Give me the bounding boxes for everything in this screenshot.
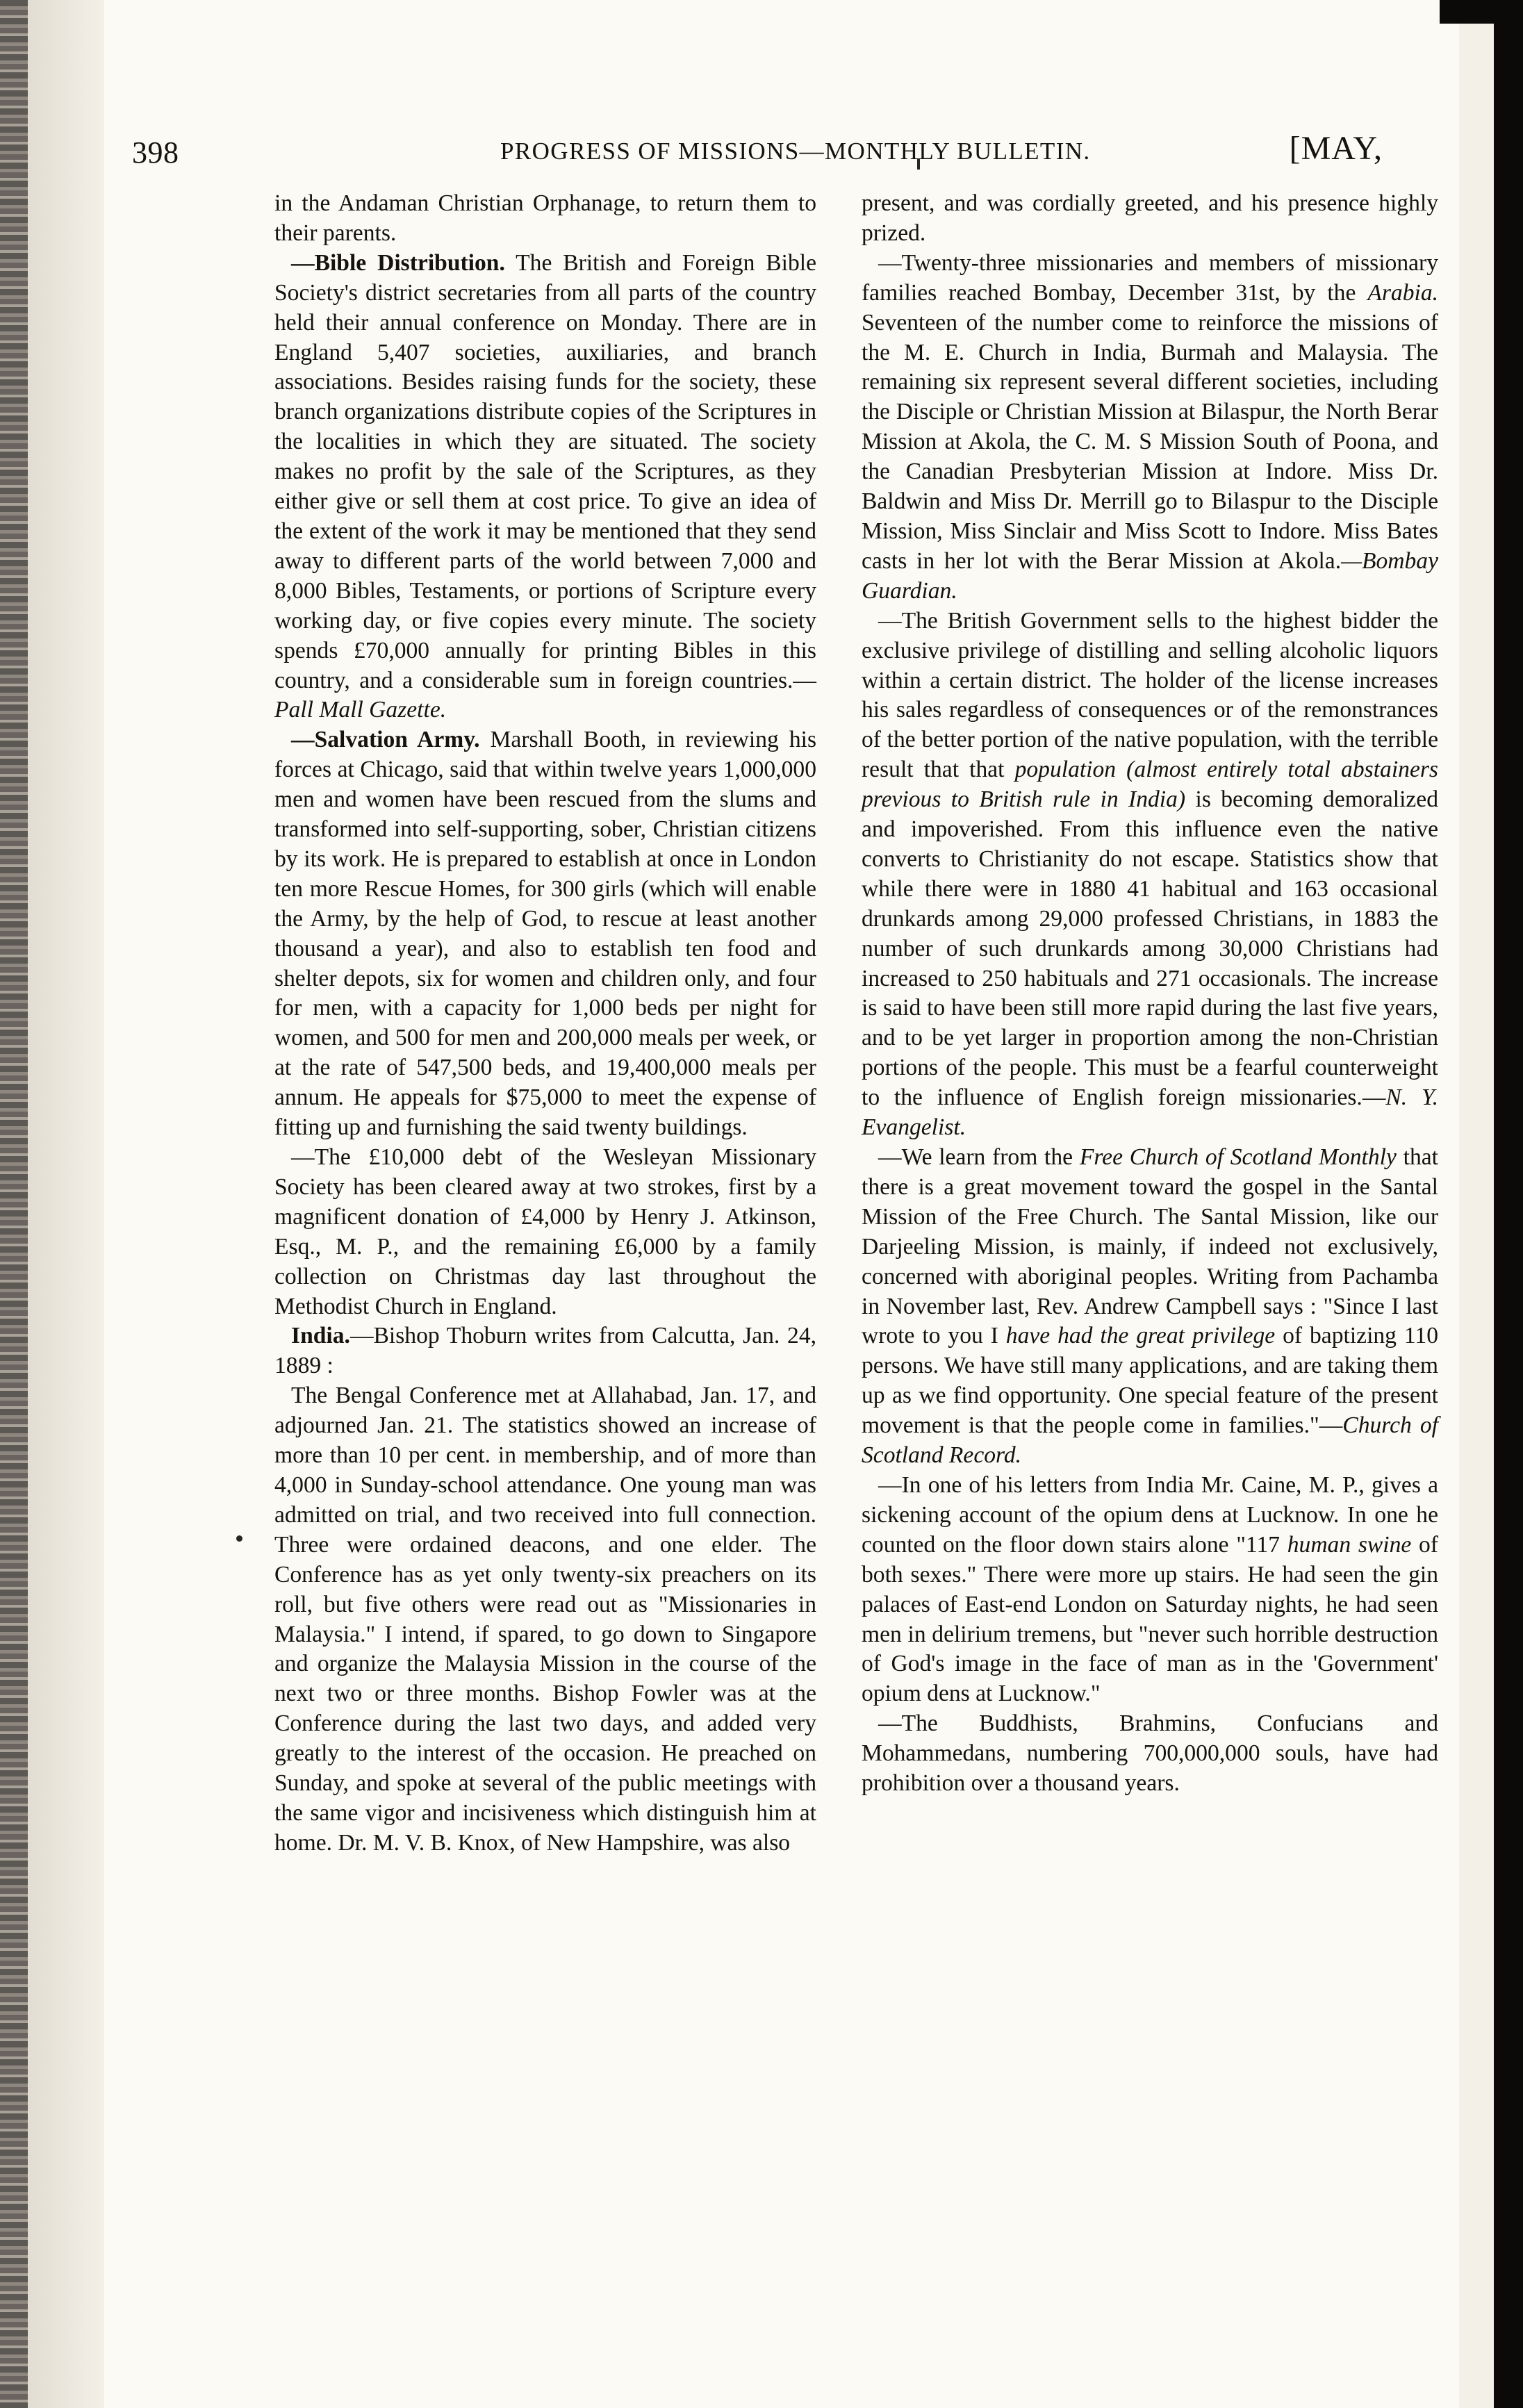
heading-india: India. xyxy=(291,1323,350,1349)
paragraph-bible-distribution xyxy=(274,249,816,726)
paragraph-orphanage: in the Andaman Christian Orphanage, to return them to their parents. xyxy=(274,190,816,246)
page-number: 398 xyxy=(132,135,179,170)
publication-free-church: Free Church of Scotland Monthly xyxy=(1079,1144,1397,1170)
ship-name: Arabia. xyxy=(1367,279,1438,306)
margin-dot xyxy=(236,1535,242,1542)
paragraph-india xyxy=(274,1321,816,1381)
source-bombay-guardian: —Bombay Guardian. xyxy=(862,547,1438,604)
text-santal-italic: have had the great privilege xyxy=(1005,1323,1276,1349)
text-santal-b: that there is a great movement toward the gospel in the Santal Mission of the Free Church. The Santal Mission, like our Darjeeling Mission, is mainly, if indeed not exclusively, concerned with aboriginal peoples. Writing from Pachamba in November last, Rev. Andrew Campbell says : "Since I last wrote to you I xyxy=(862,1144,1439,1349)
text-santal-c: of baptizing 110 persons. We have still many applications, and are taking them up as we find opportunity. One special feature of the present movement is that the people come in families."— xyxy=(862,1323,1439,1439)
heading-salvation-army: —Salvation Army. xyxy=(291,727,480,753)
scan-left-edge xyxy=(0,0,28,2408)
paragraph-prohibition: —The Buddhists, Brahmins, Confucians and Mohammedans, numbering 700,000,000 souls, have had prohibition over a thousand years. xyxy=(862,1710,1438,1797)
paragraph-wesleyan-debt: —The £10,000 debt of the Wesleyan Missionary Society has been cleared away at two strokes, first by a magnificent donation of £4,000 by Henry J. Atkinson, Esq., M. P., and the remaining £6,000 by a family collection on Christmas day last throughout the Methodist Church in England. xyxy=(274,1144,816,1319)
text-bible-distribution: The British and Foreign Bible Society's district secretaries from all parts of the country held their annual conference on Monday. There are in England 5,407 societies, auxiliaries, and branch associations. Besides raising funds for the society, these branch organizations distribute copies of the Scriptures in the localities in which they are situated. The society makes no profit by the sale of the Scriptures, as they either give or sell them at cost price. To give an idea of the extent of the work it may be mentioned that they send away to different parts of the world between 7,000 and 8,000 Bibles, Testaments, or portions of Scripture every working day, or five copies every minute. The society spends £70,000 annually for printing Bibles in this country, and a considerable sum in foreign countries.— xyxy=(274,249,816,693)
paragraph-british-liquor xyxy=(862,607,1438,1143)
text-liquor-a: —The British Government sells to the highest bidder the exclusive privilege of distilling and selling alcoholic liquors within a certain district. The holder of the license increases his sales regardless of consequences or of the remonstrances of the better portion of the native population, with the terrible result that that xyxy=(862,607,1438,783)
text-missionaries-a: —Twenty-three missionaries and members of missionary families reached Bombay, December 31st, by the xyxy=(862,249,1438,306)
left-column xyxy=(274,189,816,1858)
paragraph-missionaries-bombay xyxy=(862,249,1438,607)
paragraph-knox-continued: present, and was cordially greeted, and his presence highly prized. xyxy=(862,190,1438,246)
paragraph-salvation-army xyxy=(274,725,816,1143)
text-missionaries-b: Seventeen of the number come to reinforce the missions of the M. E. Church in India, Burmah and Malaysia. The remaining six represent several different societies, including the Disciple or Christian Mission at Bilaspur, the North Berar Mission at Akola, the C. M. S Mission South of Poona, and the Canadian Presbyterian Mission at Indore. Miss Dr. Baldwin and Miss Dr. Merrill go to Bilaspur to the Disciple Mission, Miss Sinclair and Miss Scott to Indore. Miss Bates casts in her lot with the Berar Mission at Akola. xyxy=(862,309,1438,574)
text-opium-b: of both sexes." There were more up stairs. He had seen the gin palaces of East-end London on Saturday nights, he had seen men in delirium tremens, but "never such horrible destruction of God's image in the face of man as in the 'Government' opium dens at Lucknow." xyxy=(862,1531,1438,1707)
text-liquor-italic: population (almost entirely total abstainers previous to British rule in India) xyxy=(862,757,1438,813)
running-title: PROGRESS OF MISSIONS—MONTHLY BULLETIN. xyxy=(500,138,1091,165)
text-opium-a: —In one of his letters from India Mr. Caine, M. P., gives a sickening account of the opium dens at Lucknow. In one he counted on the floor down stairs alone "117 xyxy=(862,1471,1438,1558)
scan-right-edge xyxy=(1494,0,1523,2408)
text-liquor-b: is becoming demoralized and impoverished. From this influence even the native converts to Christianity do not escape. Statistics show that while there were in 1880 41 habitual and 163 occasional drunkards among 29,000 professed Christians, in 1883 the number of such drunkards among 30,000 Christians had increased to 250 habituals and 271 occasionals. The increase is said to have been still more rapid during the last five years, and to be yet larger in proportion among the non-Christian portions of the people. This must be a fearful counterweight to the influence of English foreign missionaries.— xyxy=(862,786,1438,1111)
heading-bible-distribution: —Bible Distribution. xyxy=(291,249,505,276)
paragraph-bengal-conference: The Bengal Conference met at Allahabad, Jan. 17, and adjourned Jan. 21. The statistics showed an increase of more than 10 per cent. in membership, and of more than 4,000 in Sunday-school attendance. One young man was admitted on trial, and two received into full connection. Three were ordained deacons, and one elder. The Conference has as yet only twenty-six preachers on its roll, but five others were read out as "Missionaries in Malaysia." I intend, if spared, to go down to Singapore and organize the Malaysia Mission in the course of the next two or three months. Bishop Fowler was at the Conference during the last two days, and added very greatly to the interest of the occasion. He preached on Sunday, and spoke at several of the public meetings with the same vigor and incisiveness which distinguish him at home. Dr. M. V. B. Knox, of New Hampshire, was also xyxy=(274,1383,816,1856)
paragraph-opium-dens xyxy=(862,1471,1438,1709)
text-india: —Bishop Thoburn writes from Calcutta, Jan. 24, 1889 : xyxy=(274,1323,816,1379)
running-month: [MAY, xyxy=(1289,130,1383,167)
right-column xyxy=(862,189,1438,1799)
paragraph-santal-mission xyxy=(862,1143,1438,1471)
source-ny-evangelist: N. Y. Evangelist. xyxy=(862,1085,1439,1141)
text-salvation-army: Marshall Booth, in reviewing his forces at Chicago, said that within twelve years 1,000,000 men and women have been rescued from the slums and transformed into self-supporting, sober, Christian citizens by its work. He is prepared to establish at once in London ten more Rescue Homes, for 300 girls (which will enable the Army, by the help of God, to rescue at least another thousand a year), and also to establish ten food and shelter depots, six for women and children only, and four for men, with a capacity for 1,000 beds per night for women, and 500 for men and 200,000 meals per week, or at the rate of 547,500 beds, and 19,400,000 meals per annum. He appeals for $75,000 to meet the expense of fitting up and furnishing the said twenty buildings. xyxy=(274,727,817,1141)
text-santal-a: —We learn from the xyxy=(878,1144,1080,1170)
text-opium-italic: human swine xyxy=(1287,1531,1412,1558)
source-pall-mall: Pall Mall Gazette. xyxy=(274,697,447,723)
source-scotland-record: Church of Scotland Record. xyxy=(862,1412,1438,1469)
running-head xyxy=(132,125,1383,174)
scan-left-shadow xyxy=(28,0,104,2408)
scan-right-edge-step xyxy=(1440,0,1523,24)
